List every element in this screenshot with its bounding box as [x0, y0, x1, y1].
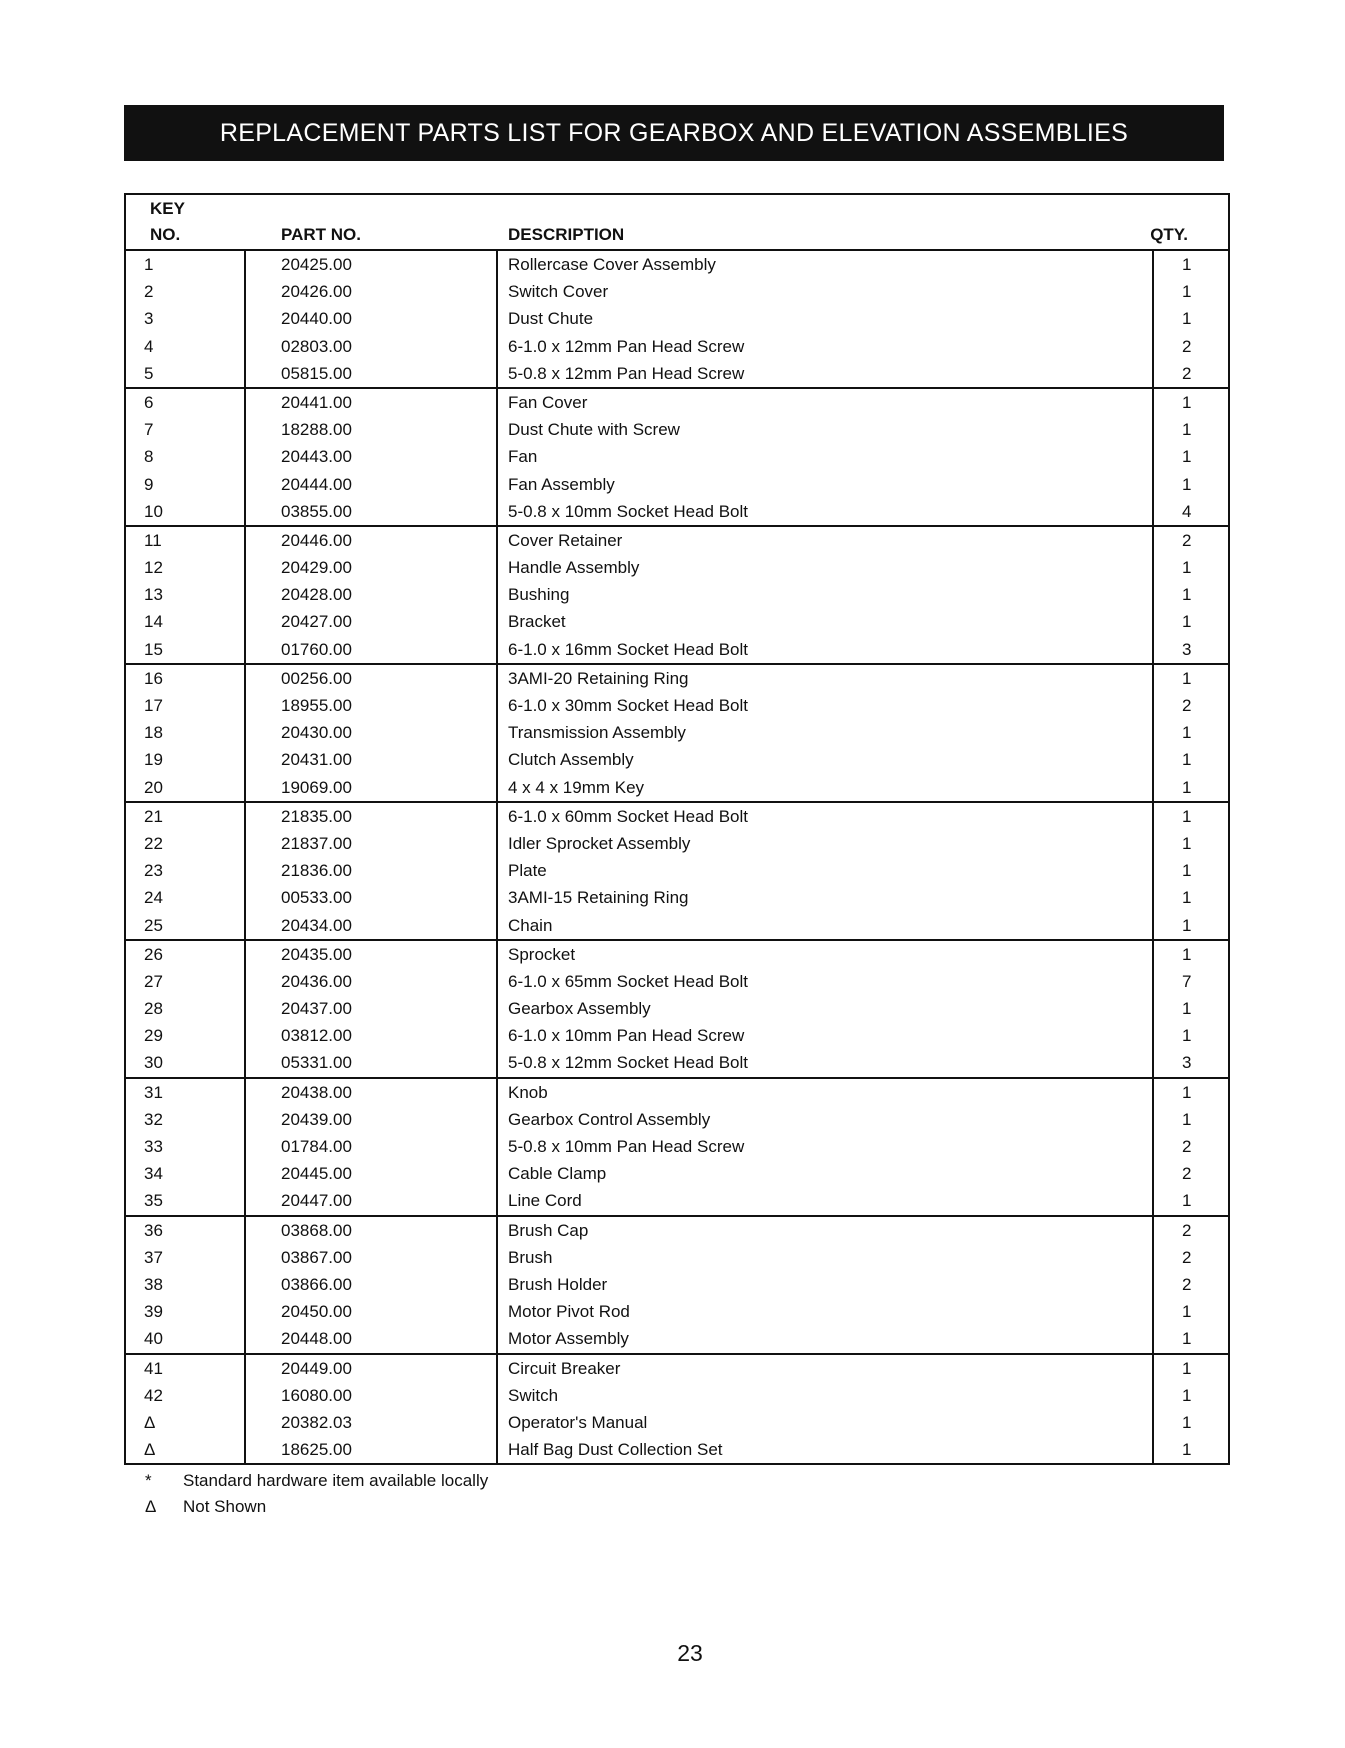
- qty-cell: 1: [1182, 1385, 1192, 1405]
- qty-cell: 7: [1182, 971, 1192, 991]
- description-cell: 6-1.0 x 65mm Socket Head Bolt: [508, 971, 749, 991]
- part-no-cell: 20440.00: [281, 309, 352, 329]
- key-no-cell: 11: [144, 530, 162, 550]
- description-cell: Operator's Manual: [508, 1412, 648, 1432]
- qty-cell: 1: [1182, 806, 1192, 826]
- part-no-cell: 01784.00: [281, 1137, 352, 1156]
- part-no-cell: 20434.00: [281, 915, 352, 935]
- key-no-cell: 6: [144, 392, 154, 412]
- header-key-line1: KEY: [150, 199, 185, 218]
- table-row: [126, 803, 1228, 830]
- qty-cell: 1: [1182, 558, 1192, 578]
- key-no-cell: 27: [144, 971, 163, 991]
- part-no-cell: 20429.00: [281, 558, 352, 578]
- part-no-cell: 20448.00: [281, 1329, 352, 1349]
- description-cell: 5-0.8 x 12mm Pan Head Screw: [508, 363, 745, 383]
- table-row: [126, 527, 1228, 554]
- part-no-cell: 20382.03: [281, 1412, 352, 1432]
- key-no-cell: 14: [144, 612, 163, 632]
- key-no-cell: 26: [144, 944, 163, 964]
- table-row: [126, 912, 1228, 939]
- part-no-cell: 20446.00: [281, 530, 352, 550]
- qty-cell: 1: [1182, 999, 1192, 1019]
- qty-cell: 1: [1182, 1412, 1192, 1432]
- key-no-cell: 28: [144, 999, 163, 1019]
- table-row: [126, 636, 1228, 663]
- description-cell: 5-0.8 x 12mm Socket Head Bolt: [508, 1053, 749, 1073]
- qty-cell: 2: [1182, 1137, 1192, 1156]
- description-cell: Line Cord: [508, 1191, 582, 1211]
- part-no-cell: 20449.00: [281, 1358, 352, 1378]
- table-row: [126, 1217, 1228, 1244]
- part-no-cell: 03868.00: [281, 1220, 352, 1240]
- part-no-cell: 20441.00: [281, 392, 352, 412]
- description-cell: 5-0.8 x 10mm Pan Head Screw: [508, 1137, 745, 1156]
- part-no-cell: 03812.00: [281, 1026, 352, 1046]
- description-cell: Dust Chute: [508, 309, 594, 329]
- part-no-cell: 03855.00: [281, 501, 352, 521]
- table-row: [126, 1079, 1228, 1106]
- table-row-group: [126, 389, 1228, 527]
- qty-cell: 2: [1182, 1274, 1192, 1294]
- description-cell: Bracket: [508, 612, 566, 632]
- qty-cell: 2: [1182, 530, 1192, 550]
- table-row: [126, 305, 1228, 332]
- qty-cell: 1: [1182, 888, 1192, 908]
- part-no-cell: 00533.00: [281, 888, 352, 908]
- part-no-cell: 20438.00: [281, 1082, 352, 1102]
- description-cell: Clutch Assembly: [508, 750, 634, 770]
- table-row: [126, 608, 1228, 635]
- table-row: [126, 1325, 1228, 1352]
- key-no-cell: 7: [144, 420, 154, 440]
- qty-cell: 1: [1182, 612, 1192, 632]
- qty-cell: 1: [1182, 750, 1192, 770]
- table-row: [126, 1160, 1228, 1187]
- part-no-cell: 20425.00: [281, 255, 352, 274]
- description-cell: 3AMI-15 Retaining Ring: [508, 888, 689, 908]
- part-no-cell: 20445.00: [281, 1164, 352, 1184]
- qty-cell: 2: [1182, 363, 1192, 383]
- table-row: [126, 471, 1228, 498]
- description-cell: Bushing: [508, 585, 570, 605]
- part-no-cell: 20436.00: [281, 971, 352, 991]
- part-no-cell: 05815.00: [281, 363, 352, 383]
- key-no-cell: 13: [144, 585, 163, 605]
- part-no-cell: 20447.00: [281, 1191, 352, 1211]
- description-cell: Handle Assembly: [508, 558, 640, 578]
- qty-cell: 1: [1182, 282, 1192, 302]
- key-no-cell: 30: [144, 1053, 163, 1073]
- qty-cell: 2: [1182, 696, 1192, 715]
- table-row: [126, 360, 1228, 387]
- key-no-cell: 12: [144, 558, 163, 578]
- table-row-group: [126, 251, 1228, 389]
- table-row: [126, 857, 1228, 884]
- part-no-cell: 18955.00: [281, 696, 352, 715]
- qty-cell: 1: [1182, 915, 1192, 935]
- key-no-cell: 23: [144, 861, 163, 881]
- description-cell: Brush: [508, 1247, 553, 1267]
- key-no-cell: 22: [144, 833, 163, 853]
- key-no-cell: 10: [144, 501, 163, 521]
- table-row: [126, 278, 1228, 305]
- table-row: [126, 665, 1228, 692]
- description-cell: Half Bag Dust Collection Set: [508, 1440, 723, 1460]
- description-cell: Cover Retainer: [508, 530, 623, 550]
- table-row: [126, 1049, 1228, 1076]
- table-row: [126, 251, 1228, 278]
- key-no-cell: 29: [144, 1026, 163, 1046]
- description-cell: 6-1.0 x 12mm Pan Head Screw: [508, 336, 745, 356]
- part-no-cell: 20437.00: [281, 999, 352, 1019]
- qty-cell: 1: [1182, 1191, 1192, 1211]
- key-no-cell: 15: [144, 639, 163, 659]
- part-no-cell: 20426.00: [281, 282, 352, 302]
- table-row-group: [126, 803, 1228, 941]
- table-row: [126, 554, 1228, 581]
- description-cell: Fan Assembly: [508, 474, 615, 494]
- table-row-group: [126, 665, 1228, 803]
- part-no-cell: 20443.00: [281, 447, 352, 467]
- description-cell: 5-0.8 x 10mm Socket Head Bolt: [508, 501, 749, 521]
- part-no-cell: 01760.00: [281, 639, 352, 659]
- description-cell: 6-1.0 x 16mm Socket Head Bolt: [508, 639, 749, 659]
- qty-cell: 1: [1182, 392, 1192, 412]
- key-no-cell: 42: [144, 1385, 163, 1405]
- qty-cell: 2: [1182, 1220, 1192, 1240]
- part-no-cell: 19069.00: [281, 777, 352, 797]
- part-no-cell: 20431.00: [281, 750, 352, 770]
- key-no-cell: 32: [144, 1109, 163, 1129]
- key-no-cell: 20: [144, 777, 163, 797]
- table-body: [126, 251, 1228, 1465]
- part-no-cell: 20444.00: [281, 474, 352, 494]
- key-no-cell: 40: [144, 1329, 163, 1349]
- footnote-text: Standard hardware item available locally: [183, 1471, 489, 1490]
- qty-cell: 2: [1182, 1247, 1192, 1267]
- qty-cell: 1: [1182, 944, 1192, 964]
- description-cell: Rollercase Cover Assembly: [508, 255, 716, 274]
- footnote-symbol: Δ: [145, 1497, 157, 1516]
- table-row: [126, 1022, 1228, 1049]
- table-row-group: [126, 1079, 1228, 1217]
- description-cell: Switch Cover: [508, 282, 609, 302]
- table-row-group: [126, 527, 1228, 665]
- key-no-cell: 17: [144, 696, 163, 715]
- key-no-cell: 5: [144, 363, 154, 383]
- table-row: [126, 1133, 1228, 1160]
- qty-cell: 1: [1182, 1026, 1192, 1046]
- qty-cell: 1: [1182, 1358, 1192, 1378]
- qty-cell: 1: [1182, 474, 1192, 494]
- description-cell: Sprocket: [508, 944, 576, 964]
- part-no-cell: 20428.00: [281, 585, 352, 605]
- table-row: [126, 1271, 1228, 1298]
- qty-cell: 1: [1182, 255, 1192, 274]
- table-row: [126, 746, 1228, 773]
- description-cell: Circuit Breaker: [508, 1358, 621, 1378]
- qty-cell: 1: [1182, 1302, 1192, 1322]
- qty-cell: 1: [1182, 420, 1192, 440]
- qty-cell: 3: [1182, 639, 1192, 659]
- part-no-cell: 05331.00: [281, 1053, 352, 1073]
- key-no-cell: 39: [144, 1302, 163, 1322]
- key-no-cell: 3: [144, 309, 154, 329]
- qty-cell: 1: [1182, 1329, 1192, 1349]
- description-cell: 6-1.0 x 10mm Pan Head Screw: [508, 1026, 745, 1046]
- qty-cell: 1: [1182, 447, 1192, 467]
- qty-cell: 1: [1182, 861, 1192, 881]
- qty-cell: 1: [1182, 668, 1192, 688]
- table-row-group: [126, 1355, 1228, 1466]
- header-description: DESCRIPTION: [508, 225, 625, 244]
- table-row: [126, 333, 1228, 360]
- description-cell: Idler Sprocket Assembly: [508, 833, 691, 853]
- qty-cell: 3: [1182, 1053, 1192, 1073]
- description-cell: Motor Pivot Rod: [508, 1302, 630, 1322]
- key-no-cell: 36: [144, 1220, 163, 1240]
- key-no-cell: 8: [144, 447, 154, 467]
- key-no-cell: 18: [144, 723, 163, 743]
- key-no-cell: 35: [144, 1191, 163, 1211]
- table-row: [126, 774, 1228, 801]
- description-cell: Chain: [508, 915, 553, 935]
- table-row: [126, 830, 1228, 857]
- table-row: [126, 968, 1228, 995]
- key-no-cell: 31: [144, 1082, 163, 1102]
- part-no-cell: 20430.00: [281, 723, 352, 743]
- key-no-cell: 33: [144, 1137, 163, 1156]
- key-no-cell: 1: [144, 255, 154, 274]
- table-row: [126, 1436, 1228, 1463]
- table-row: [126, 692, 1228, 719]
- table-row: [126, 416, 1228, 443]
- description-cell: Brush Cap: [508, 1220, 589, 1240]
- part-no-cell: 02803.00: [281, 336, 352, 356]
- table-row: [126, 995, 1228, 1022]
- part-no-cell: 18625.00: [281, 1440, 352, 1460]
- qty-cell: 1: [1182, 1440, 1192, 1460]
- description-cell: Fan Cover: [508, 392, 588, 412]
- table-row: [126, 581, 1228, 608]
- part-no-cell: 20435.00: [281, 944, 352, 964]
- description-cell: 3AMI-20 Retaining Ring: [508, 668, 689, 688]
- description-cell: Fan: [508, 447, 538, 467]
- qty-cell: 1: [1182, 833, 1192, 853]
- header-part-no: PART NO.: [281, 225, 361, 244]
- part-no-cell: 21835.00: [281, 806, 352, 826]
- parts-table: [124, 193, 1230, 1465]
- qty-cell: 1: [1182, 723, 1192, 743]
- key-no-cell: 37: [144, 1247, 163, 1267]
- header-key-line2: NO.: [150, 225, 181, 244]
- key-no-cell: 25: [144, 915, 163, 935]
- key-no-cell: Δ: [144, 1440, 156, 1460]
- description-cell: Motor Assembly: [508, 1329, 629, 1349]
- key-no-cell: 2: [144, 282, 154, 302]
- description-cell: Switch: [508, 1385, 559, 1405]
- header-qty: QTY.: [1150, 225, 1188, 244]
- table-row: [126, 719, 1228, 746]
- table-header: [126, 195, 1228, 251]
- qty-cell: 1: [1182, 1109, 1192, 1129]
- table-row: [126, 1355, 1228, 1382]
- page-number: 23: [677, 1640, 703, 1666]
- description-cell: Cable Clamp: [508, 1164, 607, 1184]
- part-no-cell: 18288.00: [281, 420, 352, 440]
- qty-cell: 2: [1182, 336, 1192, 356]
- table-row: [126, 498, 1228, 525]
- part-no-cell: 03866.00: [281, 1274, 352, 1294]
- table-row: [126, 1187, 1228, 1214]
- part-no-cell: 16080.00: [281, 1385, 352, 1405]
- key-no-cell: 24: [144, 888, 163, 908]
- part-no-cell: 00256.00: [281, 668, 352, 688]
- description-cell: Plate: [508, 861, 547, 881]
- part-no-cell: 20439.00: [281, 1109, 352, 1129]
- description-cell: Knob: [508, 1082, 548, 1102]
- key-no-cell: 9: [144, 474, 154, 494]
- part-no-cell: 20427.00: [281, 612, 352, 632]
- table-row: [126, 884, 1228, 911]
- description-cell: Dust Chute with Screw: [508, 420, 680, 440]
- table-row-group: [126, 1217, 1228, 1355]
- part-no-cell: 21836.00: [281, 861, 352, 881]
- key-no-cell: 21: [144, 806, 163, 826]
- description-cell: 4 x 4 x 19mm Key: [508, 777, 645, 797]
- qty-cell: 2: [1182, 1164, 1192, 1184]
- key-no-cell: 34: [144, 1164, 163, 1184]
- qty-cell: 1: [1182, 1082, 1192, 1102]
- key-no-cell: 19: [144, 750, 163, 770]
- description-cell: 6-1.0 x 30mm Socket Head Bolt: [508, 696, 749, 715]
- description-cell: Gearbox Control Assembly: [508, 1109, 711, 1129]
- key-no-cell: Δ: [144, 1412, 156, 1432]
- footnote-symbol: *: [145, 1471, 152, 1490]
- qty-cell: 4: [1182, 501, 1192, 521]
- page-title: REPLACEMENT PARTS LIST FOR GEARBOX AND ELEVATION ASSEMBLIES: [124, 105, 1224, 161]
- table-row: [126, 1244, 1228, 1271]
- table-row-group: [126, 941, 1228, 1079]
- part-no-cell: 03867.00: [281, 1247, 352, 1267]
- qty-cell: 1: [1182, 309, 1192, 329]
- table-row: [126, 389, 1228, 416]
- part-no-cell: 21837.00: [281, 833, 352, 853]
- key-no-cell: 16: [144, 668, 163, 688]
- key-no-cell: 38: [144, 1274, 163, 1294]
- description-cell: Gearbox Assembly: [508, 999, 651, 1019]
- part-no-cell: 20450.00: [281, 1302, 352, 1322]
- description-cell: 6-1.0 x 60mm Socket Head Bolt: [508, 806, 749, 826]
- qty-cell: 1: [1182, 585, 1192, 605]
- table-row: [126, 941, 1228, 968]
- key-no-cell: 41: [144, 1358, 163, 1378]
- qty-cell: 1: [1182, 777, 1192, 797]
- table-row: [126, 1298, 1228, 1325]
- table-row: [126, 1382, 1228, 1409]
- table-row: [126, 1409, 1228, 1436]
- description-cell: Brush Holder: [508, 1274, 608, 1294]
- key-no-cell: 4: [144, 336, 154, 356]
- table-row: [126, 443, 1228, 470]
- description-cell: Transmission Assembly: [508, 723, 686, 743]
- table-row: [126, 1106, 1228, 1133]
- footnote-text: Not Shown: [183, 1497, 267, 1516]
